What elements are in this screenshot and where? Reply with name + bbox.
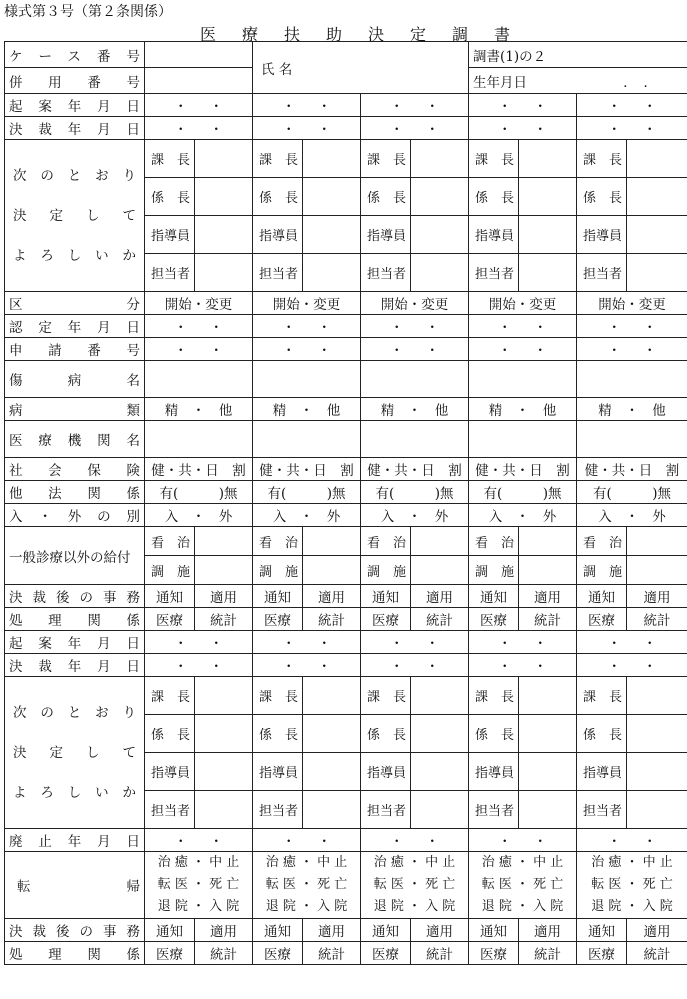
- role-label: 課 長: [361, 140, 411, 178]
- document-title: 医 療 扶 助 決 定 調 書: [200, 25, 513, 44]
- kubun-cell[interactable]: 開始・変更: [361, 292, 469, 315]
- approval-2-seal-cell[interactable]: [195, 715, 253, 753]
- draft-date-cell[interactable]: ・・: [469, 94, 577, 117]
- jimu-1-stats[interactable]: 統計: [195, 608, 253, 631]
- jimu-1-stats[interactable]: 統計: [411, 608, 469, 631]
- decision-date-cell[interactable]: ・・: [145, 117, 253, 140]
- byorui-cell[interactable]: 精 ・ 他: [145, 398, 253, 421]
- approval-1-seal-cell[interactable]: [195, 254, 253, 292]
- role-label: 課 長: [577, 140, 627, 178]
- approval-1-seal-cell[interactable]: [303, 140, 361, 178]
- role-label: 係 長: [145, 715, 195, 753]
- draft-date-2-cell[interactable]: ・・: [361, 631, 469, 654]
- kubun-cell[interactable]: 開始・変更: [145, 292, 253, 315]
- role-label: 担当者: [253, 254, 303, 292]
- approval-1-seal-cell[interactable]: [195, 140, 253, 178]
- label-jimu-1: 決裁後の事務: [5, 919, 145, 942]
- role-label: 係 長: [469, 715, 519, 753]
- jimu-1-apply[interactable]: 適用: [195, 585, 253, 608]
- kyufu-label: 看 治: [145, 527, 195, 556]
- label-combined-number: 併用番号: [5, 68, 145, 94]
- jimu-1-notice[interactable]: 通知: [577, 585, 627, 608]
- haishi-date-cell[interactable]: ・・: [361, 829, 469, 852]
- jimu-2-stats[interactable]: 統計: [627, 942, 687, 965]
- kyufu-cell[interactable]: [303, 556, 361, 585]
- jimu-2-notice[interactable]: 通知: [577, 919, 627, 942]
- jimu-2-apply[interactable]: 適用: [411, 919, 469, 942]
- kubun-cell[interactable]: 開始・変更: [577, 292, 687, 315]
- label-shobyo: 傷病名: [5, 361, 145, 398]
- role-label: 係 長: [361, 715, 411, 753]
- kyufu-cell[interactable]: [411, 527, 469, 556]
- taho-cell[interactable]: 有( )無: [469, 481, 577, 504]
- role-label: 指導員: [253, 216, 303, 254]
- approval-2-seal-cell[interactable]: [411, 753, 469, 791]
- shinsei-number-cell[interactable]: ・・: [577, 338, 687, 361]
- approval-2-seal-cell[interactable]: [519, 677, 577, 715]
- approval-2-seal-cell[interactable]: [411, 677, 469, 715]
- nintei-date-cell[interactable]: ・・: [577, 315, 687, 338]
- shakai-cell[interactable]: 健・共・日 割: [469, 458, 577, 481]
- draft-date-2-cell[interactable]: ・・: [469, 631, 577, 654]
- role-label: 係 長: [361, 178, 411, 216]
- kyufu-label: 看 治: [253, 527, 303, 556]
- shobyo-cell[interactable]: [145, 361, 253, 398]
- draft-date-cell[interactable]: ・・: [361, 94, 469, 117]
- kyufu-label: 調 施: [145, 556, 195, 585]
- iryokikan-cell[interactable]: [469, 421, 577, 458]
- approval-1-seal-cell[interactable]: [195, 178, 253, 216]
- approval-1-seal-cell[interactable]: [195, 216, 253, 254]
- label-byorui: 病類: [5, 398, 145, 421]
- kyufu-label: 調 施: [577, 556, 627, 585]
- jimu-1-apply[interactable]: 適用: [411, 585, 469, 608]
- role-label: 担当者: [469, 791, 519, 829]
- label-draft-date-2: 起案年月日: [5, 631, 145, 654]
- byorui-cell[interactable]: 精 ・ 他: [469, 398, 577, 421]
- jimu-1-medical[interactable]: 医療: [145, 608, 195, 631]
- decision-date-2-cell[interactable]: ・・: [253, 654, 361, 677]
- label-approval-question: 次のとおり 決定して よろしいか: [5, 677, 145, 829]
- role-label: 係 長: [577, 178, 627, 216]
- approval-2-seal-cell[interactable]: [519, 715, 577, 753]
- taho-cell[interactable]: 有( )無: [577, 481, 687, 504]
- nintei-date-cell[interactable]: ・・: [361, 315, 469, 338]
- jimu-1-notice[interactable]: 通知: [145, 585, 195, 608]
- jimu-2-medical[interactable]: 医療: [253, 942, 303, 965]
- jimu-2-stats[interactable]: 統計: [411, 942, 469, 965]
- role-label: 課 長: [361, 677, 411, 715]
- approval-2-seal-cell[interactable]: [627, 753, 687, 791]
- label-decision-date-2: 決裁年月日: [5, 654, 145, 677]
- nyugai-cell[interactable]: 入 ・ 外: [253, 504, 361, 527]
- approval-1-seal-cell[interactable]: [519, 254, 577, 292]
- tenki-cell[interactable]: 治 癒 ・ 中 止 転 医 ・ 死 亡 退 院 ・ 入 院: [361, 852, 469, 919]
- approval-2-seal-cell[interactable]: [303, 753, 361, 791]
- approval-1-seal-cell[interactable]: [303, 254, 361, 292]
- draft-date-2-cell[interactable]: ・・: [577, 631, 687, 654]
- name-field[interactable]: 氏 名: [253, 42, 469, 94]
- role-label: 課 長: [253, 677, 303, 715]
- approval-2-seal-cell[interactable]: [303, 677, 361, 715]
- jimu-1-notice[interactable]: 通知: [469, 585, 519, 608]
- label-decision-date: 決裁年月日: [5, 117, 145, 140]
- label-shakai: 社会保険: [5, 458, 145, 481]
- approval-1-seal-cell[interactable]: [411, 216, 469, 254]
- nyugai-cell[interactable]: 入 ・ 外: [361, 504, 469, 527]
- role-label: 指導員: [361, 753, 411, 791]
- role-label: 課 長: [145, 140, 195, 178]
- role-label: 係 長: [253, 715, 303, 753]
- shakai-cell[interactable]: 健・共・日 割: [361, 458, 469, 481]
- jimu-1-apply[interactable]: 適用: [627, 585, 687, 608]
- byorui-cell[interactable]: 精 ・ 他: [577, 398, 687, 421]
- taho-cell[interactable]: 有( )無: [253, 481, 361, 504]
- approval-2-seal-cell[interactable]: [303, 715, 361, 753]
- role-label: 課 長: [145, 677, 195, 715]
- jimu-1-stats[interactable]: 統計: [627, 608, 687, 631]
- tenki-cell[interactable]: 治 癒 ・ 中 止 転 医 ・ 死 亡 退 院 ・ 入 院: [145, 852, 253, 919]
- nyugai-cell[interactable]: 入 ・ 外: [469, 504, 577, 527]
- approval-2-seal-cell[interactable]: [519, 753, 577, 791]
- jimu-2-medical[interactable]: 医療: [469, 942, 519, 965]
- jimu-1-medical[interactable]: 医療: [469, 608, 519, 631]
- jimu-2-apply[interactable]: 適用: [519, 919, 577, 942]
- jimu-1-apply[interactable]: 適用: [303, 585, 361, 608]
- role-label: 係 長: [253, 178, 303, 216]
- iryokikan-cell[interactable]: [577, 421, 687, 458]
- role-label: 課 長: [469, 677, 519, 715]
- decision-date-cell[interactable]: ・・: [577, 117, 687, 140]
- approval-1-seal-cell[interactable]: [303, 178, 361, 216]
- approval-2-seal-cell[interactable]: [519, 791, 577, 829]
- approval-1-seal-cell[interactable]: [303, 216, 361, 254]
- ref-label: 調書(1)の２: [469, 42, 687, 68]
- label-nintei-date: 認定年月日: [5, 315, 145, 338]
- role-label: 担当者: [145, 791, 195, 829]
- nintei-date-cell[interactable]: ・・: [253, 315, 361, 338]
- role-label: 指導員: [469, 753, 519, 791]
- decision-date-2-cell[interactable]: ・・: [361, 654, 469, 677]
- approval-2-seal-cell[interactable]: [195, 677, 253, 715]
- nintei-date-cell[interactable]: ・・: [145, 315, 253, 338]
- shobyo-cell[interactable]: [469, 361, 577, 398]
- approval-2-seal-cell[interactable]: [303, 791, 361, 829]
- shobyo-cell[interactable]: [253, 361, 361, 398]
- draft-date-cell[interactable]: ・・: [253, 94, 361, 117]
- byorui-cell[interactable]: 精 ・ 他: [253, 398, 361, 421]
- label-case-number: ケース番号: [5, 42, 145, 68]
- kyufu-label: 看 治: [361, 527, 411, 556]
- label-haishi-date: 廃止年月日: [5, 829, 145, 852]
- kyufu-cell[interactable]: [519, 556, 577, 585]
- kyufu-label: 調 施: [361, 556, 411, 585]
- jimu-2-notice[interactable]: 通知: [469, 919, 519, 942]
- jimu-1-medical[interactable]: 医療: [577, 608, 627, 631]
- taho-cell[interactable]: 有( )無: [145, 481, 253, 504]
- draft-date-2-cell[interactable]: ・・: [145, 631, 253, 654]
- iryokikan-cell[interactable]: [361, 421, 469, 458]
- role-label: 担当者: [253, 791, 303, 829]
- approval-2-seal-cell[interactable]: [411, 715, 469, 753]
- kyufu-label: 調 施: [253, 556, 303, 585]
- nyugai-cell[interactable]: 入 ・ 外: [577, 504, 687, 527]
- decision-date-2-cell[interactable]: ・・: [577, 654, 687, 677]
- shakai-cell[interactable]: 健・共・日 割: [577, 458, 687, 481]
- label-nyugai: 入・外の別: [5, 504, 145, 527]
- approval-2-seal-cell[interactable]: [195, 753, 253, 791]
- jimu-1-stats[interactable]: 統計: [519, 608, 577, 631]
- jimu-1-notice[interactable]: 通知: [253, 585, 303, 608]
- kyufu-cell[interactable]: [519, 527, 577, 556]
- jimu-2-apply[interactable]: 適用: [627, 919, 687, 942]
- kyufu-cell[interactable]: [411, 556, 469, 585]
- jimu-2-stats[interactable]: 統計: [519, 942, 577, 965]
- role-label: 担当者: [469, 254, 519, 292]
- label-kyufu: 一般診療以外の給付: [5, 527, 145, 585]
- jimu-1-apply[interactable]: 適用: [519, 585, 577, 608]
- decision-date-2-cell[interactable]: ・・: [469, 654, 577, 677]
- haishi-date-cell[interactable]: ・・: [145, 829, 253, 852]
- label-iryokikan: 医療機関名: [5, 421, 145, 458]
- shobyo-cell[interactable]: [361, 361, 469, 398]
- decision-date-cell[interactable]: ・・: [253, 117, 361, 140]
- role-label: 指導員: [577, 216, 627, 254]
- jimu-2-notice[interactable]: 通知: [361, 919, 411, 942]
- approval-1-seal-cell[interactable]: [627, 216, 687, 254]
- haishi-date-cell[interactable]: ・・: [253, 829, 361, 852]
- nyugai-cell[interactable]: 入 ・ 外: [145, 504, 253, 527]
- kyufu-label: 調 施: [469, 556, 519, 585]
- role-label: 担当者: [577, 254, 627, 292]
- label-jimu-2: 処理関係: [5, 942, 145, 965]
- role-label: 指導員: [145, 753, 195, 791]
- approval-1-seal-cell[interactable]: [627, 140, 687, 178]
- role-label: 担当者: [361, 791, 411, 829]
- kubun-cell[interactable]: 開始・変更: [253, 292, 361, 315]
- kubun-cell[interactable]: 開始・変更: [469, 292, 577, 315]
- shakai-cell[interactable]: 健・共・日 割: [253, 458, 361, 481]
- role-label: 課 長: [469, 140, 519, 178]
- kyufu-cell[interactable]: [627, 556, 687, 585]
- jimu-1-medical[interactable]: 医療: [361, 608, 411, 631]
- label-approval-question: 次のとおり 決定して よろしいか: [5, 140, 145, 292]
- shinsei-number-cell[interactable]: ・・: [361, 338, 469, 361]
- kyufu-label: 看 治: [469, 527, 519, 556]
- approval-2-seal-cell[interactable]: [627, 791, 687, 829]
- iryokikan-cell[interactable]: [253, 421, 361, 458]
- decision-date-2-cell[interactable]: ・・: [145, 654, 253, 677]
- jimu-1-stats[interactable]: 統計: [303, 608, 361, 631]
- approval-1-seal-cell[interactable]: [627, 254, 687, 292]
- role-label: 指導員: [253, 753, 303, 791]
- kyufu-cell[interactable]: [627, 527, 687, 556]
- approval-1-seal-cell[interactable]: [411, 254, 469, 292]
- shinsei-number-cell[interactable]: ・・: [253, 338, 361, 361]
- shakai-cell[interactable]: 健・共・日 割: [145, 458, 253, 481]
- role-label: 係 長: [577, 715, 627, 753]
- decision-form-table: [4, 41, 687, 965]
- label-shinsei-number: 申請番号: [5, 338, 145, 361]
- draft-date-cell[interactable]: ・・: [145, 94, 253, 117]
- shobyo-cell[interactable]: [577, 361, 687, 398]
- kyufu-cell[interactable]: [195, 527, 253, 556]
- kyufu-label: 看 治: [577, 527, 627, 556]
- approval-1-seal-cell[interactable]: [519, 216, 577, 254]
- jimu-2-medical[interactable]: 医療: [361, 942, 411, 965]
- form-number: 様式第３号（第２条関係）: [4, 4, 172, 20]
- label-kubun: 区分: [5, 292, 145, 315]
- role-label: 課 長: [253, 140, 303, 178]
- role-label: 指導員: [577, 753, 627, 791]
- case-number-field[interactable]: [145, 42, 253, 68]
- nintei-date-cell[interactable]: ・・: [469, 315, 577, 338]
- label-tenki: 転帰: [5, 852, 145, 919]
- label-jimu-1: 決裁後の事務: [5, 585, 145, 608]
- approval-1-seal-cell[interactable]: [411, 178, 469, 216]
- approval-1-seal-cell[interactable]: [411, 140, 469, 178]
- tenki-cell[interactable]: 治 癒 ・ 中 止 転 医 ・ 死 亡 退 院 ・ 入 院: [253, 852, 361, 919]
- tenki-cell[interactable]: 治 癒 ・ 中 止 転 医 ・ 死 亡 退 院 ・ 入 院: [577, 852, 687, 919]
- approval-2-seal-cell[interactable]: [627, 677, 687, 715]
- role-label: 担当者: [145, 254, 195, 292]
- approval-2-seal-cell[interactable]: [411, 791, 469, 829]
- jimu-2-notice[interactable]: 通知: [253, 919, 303, 942]
- draft-date-cell[interactable]: ・・: [577, 94, 687, 117]
- role-label: 担当者: [361, 254, 411, 292]
- shinsei-number-cell[interactable]: ・・: [145, 338, 253, 361]
- role-label: 指導員: [469, 216, 519, 254]
- jimu-2-medical[interactable]: 医療: [577, 942, 627, 965]
- haishi-date-cell[interactable]: ・・: [469, 829, 577, 852]
- jimu-2-stats[interactable]: 統計: [303, 942, 361, 965]
- jimu-2-apply[interactable]: 適用: [303, 919, 361, 942]
- label-draft-date: 起案年月日: [5, 94, 145, 117]
- label-jimu-2: 処理関係: [5, 608, 145, 631]
- jimu-2-medical[interactable]: 医療: [145, 942, 195, 965]
- decision-date-cell[interactable]: ・・: [469, 117, 577, 140]
- taho-cell[interactable]: 有( )無: [361, 481, 469, 504]
- birth-date-field[interactable]: 生年月日 ． ．: [469, 68, 687, 94]
- kyufu-cell[interactable]: [195, 556, 253, 585]
- jimu-2-notice[interactable]: 通知: [145, 919, 195, 942]
- combined-number-field[interactable]: [145, 68, 253, 94]
- role-label: 係 長: [469, 178, 519, 216]
- tenki-cell[interactable]: 治 癒 ・ 中 止 転 医 ・ 死 亡 退 院 ・ 入 院: [469, 852, 577, 919]
- jimu-2-apply[interactable]: 適用: [195, 919, 253, 942]
- jimu-2-stats[interactable]: 統計: [195, 942, 253, 965]
- role-label: 指導員: [145, 216, 195, 254]
- kyufu-cell[interactable]: [303, 527, 361, 556]
- haishi-date-cell[interactable]: ・・: [577, 829, 687, 852]
- decision-date-cell[interactable]: ・・: [361, 117, 469, 140]
- iryokikan-cell[interactable]: [145, 421, 253, 458]
- byorui-cell[interactable]: 精 ・ 他: [361, 398, 469, 421]
- role-label: 担当者: [577, 791, 627, 829]
- approval-1-seal-cell[interactable]: [519, 140, 577, 178]
- approval-2-seal-cell[interactable]: [195, 791, 253, 829]
- jimu-1-notice[interactable]: 通知: [361, 585, 411, 608]
- approval-1-seal-cell[interactable]: [519, 178, 577, 216]
- jimu-1-medical[interactable]: 医療: [253, 608, 303, 631]
- draft-date-2-cell[interactable]: ・・: [253, 631, 361, 654]
- role-label: 係 長: [145, 178, 195, 216]
- label-taho: 他法関係: [5, 481, 145, 504]
- approval-1-seal-cell[interactable]: [627, 178, 687, 216]
- role-label: 課 長: [577, 677, 627, 715]
- shinsei-number-cell[interactable]: ・・: [469, 338, 577, 361]
- approval-2-seal-cell[interactable]: [627, 715, 687, 753]
- role-label: 指導員: [361, 216, 411, 254]
